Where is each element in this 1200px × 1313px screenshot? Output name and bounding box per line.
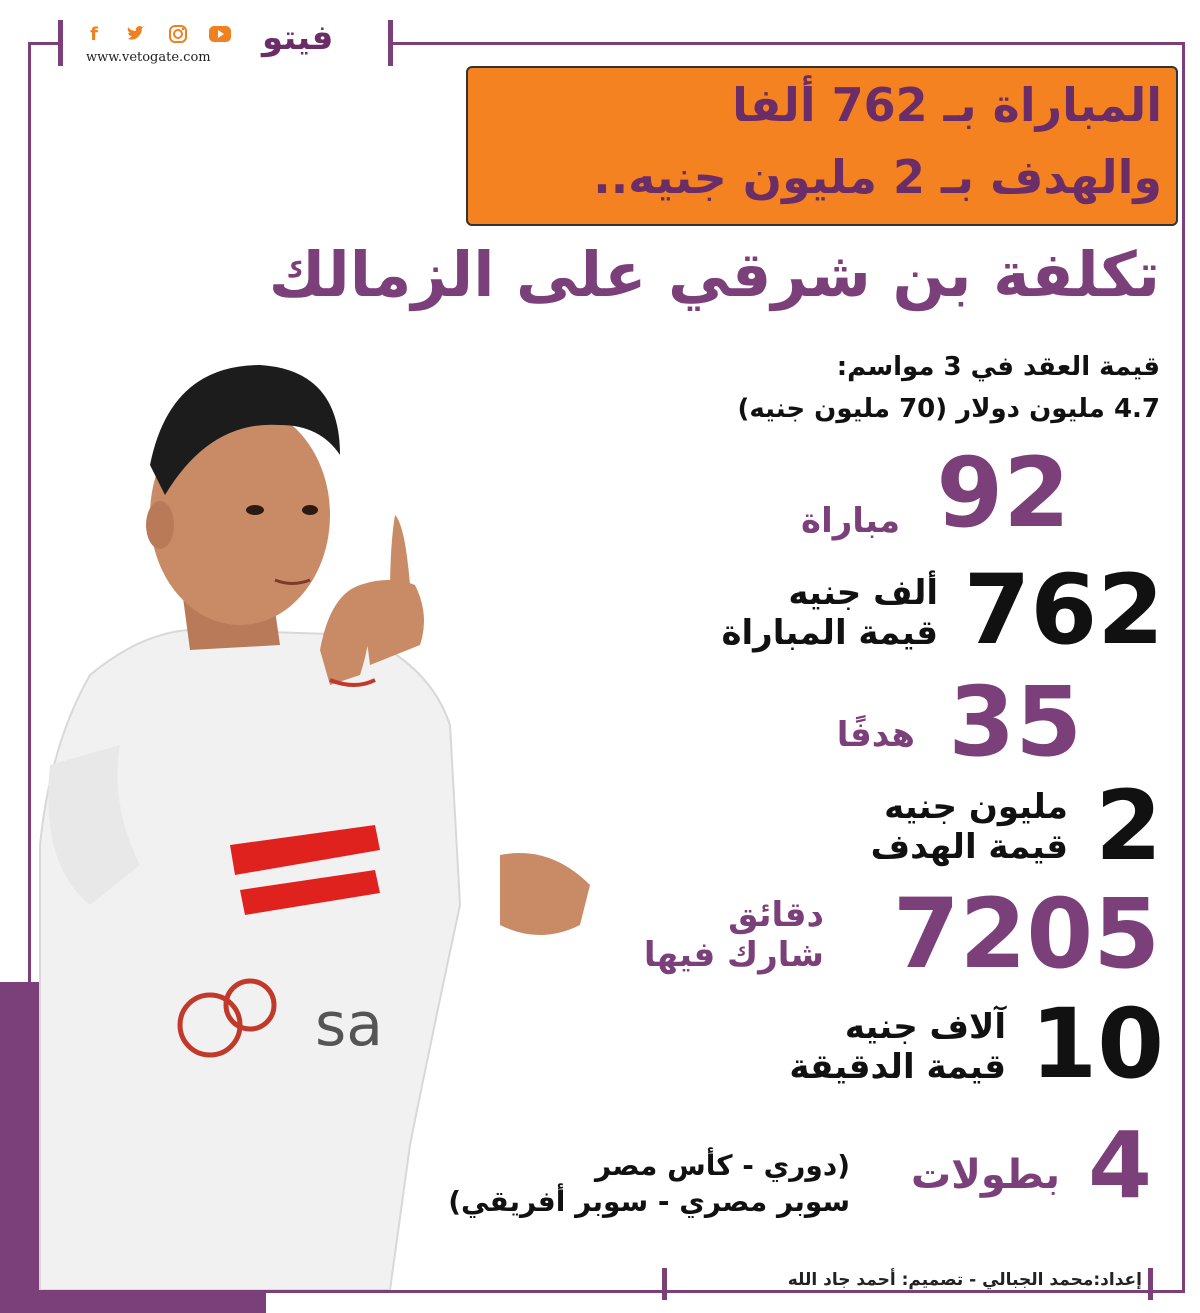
page-title: تكلفة بن شرقي على الزمالك (268, 238, 1160, 311)
vetogate-logo: فيتو (262, 18, 334, 58)
frame-line-top-right (392, 42, 1182, 45)
player-image (30, 345, 610, 1290)
svg-text:sa: sa (315, 990, 384, 1060)
banner-line-1: المباراة بـ 762 ألفا (732, 78, 1162, 132)
stat-titles-detail1: (دوري - كأس مصر (595, 1149, 850, 1182)
header-divider-left (58, 20, 63, 66)
contract-label: قيمة العقد في 3 مواسم: (836, 352, 1160, 382)
frame-line-bottom (266, 1290, 1185, 1293)
instagram-icon[interactable] (166, 22, 190, 46)
stat-matches-number: 92 (936, 437, 1070, 549)
stat-minute-value-label2: قيمة الدقيقة (789, 1047, 1006, 1087)
contract-value: 4.7 مليون دولار (70 مليون جنيه) (737, 394, 1160, 424)
frame-line-top-left (28, 42, 60, 45)
footer-divider-right (1148, 1268, 1153, 1300)
youtube-icon[interactable] (208, 22, 232, 46)
twitter-icon[interactable] (124, 22, 148, 46)
stat-goals-label: هدفًا (836, 715, 915, 755)
stat-minute-value-number: 10 (1030, 988, 1164, 1100)
stat-match-value-label1: ألف جنيه (788, 573, 938, 613)
stat-minutes-number: 7205 (892, 878, 1160, 990)
facebook-icon[interactable]: f (90, 23, 98, 45)
credits: إعداد:محمد الجبالي - تصميم: أحمد جاد الله (787, 1270, 1142, 1290)
stat-minute-value-label1: آلاف جنيه (844, 1007, 1006, 1047)
stat-goals-number: 35 (948, 666, 1082, 778)
stat-matches-label: مباراة (801, 501, 900, 541)
stat-goal-value-label1: مليون جنيه (884, 787, 1068, 827)
stat-titles-detail2: سوبر مصري - سوبر أفريقي) (448, 1185, 850, 1218)
header-divider-right (388, 20, 393, 66)
stat-minutes-label2: شارك فيها (643, 935, 824, 975)
stat-titles-label: بطولات (910, 1152, 1060, 1198)
footer-divider-left (662, 1268, 667, 1300)
site-url[interactable]: www.vetogate.com (86, 50, 211, 65)
banner-line-2: والهدف بـ 2 مليون جنيه.. (593, 150, 1162, 204)
stat-match-value-number: 762 (963, 554, 1164, 666)
stat-goal-value-label2: قيمة الهدف (870, 827, 1068, 867)
stat-titles-number: 4 (1087, 1112, 1152, 1219)
frame-line-right (1182, 42, 1185, 1292)
stat-minutes-label1: دقائق (728, 895, 824, 935)
stat-match-value-label2: قيمة المباراة (721, 613, 938, 653)
stat-goal-value-number: 2 (1095, 770, 1162, 882)
headline-banner (466, 66, 1178, 226)
social-icons (82, 22, 232, 46)
